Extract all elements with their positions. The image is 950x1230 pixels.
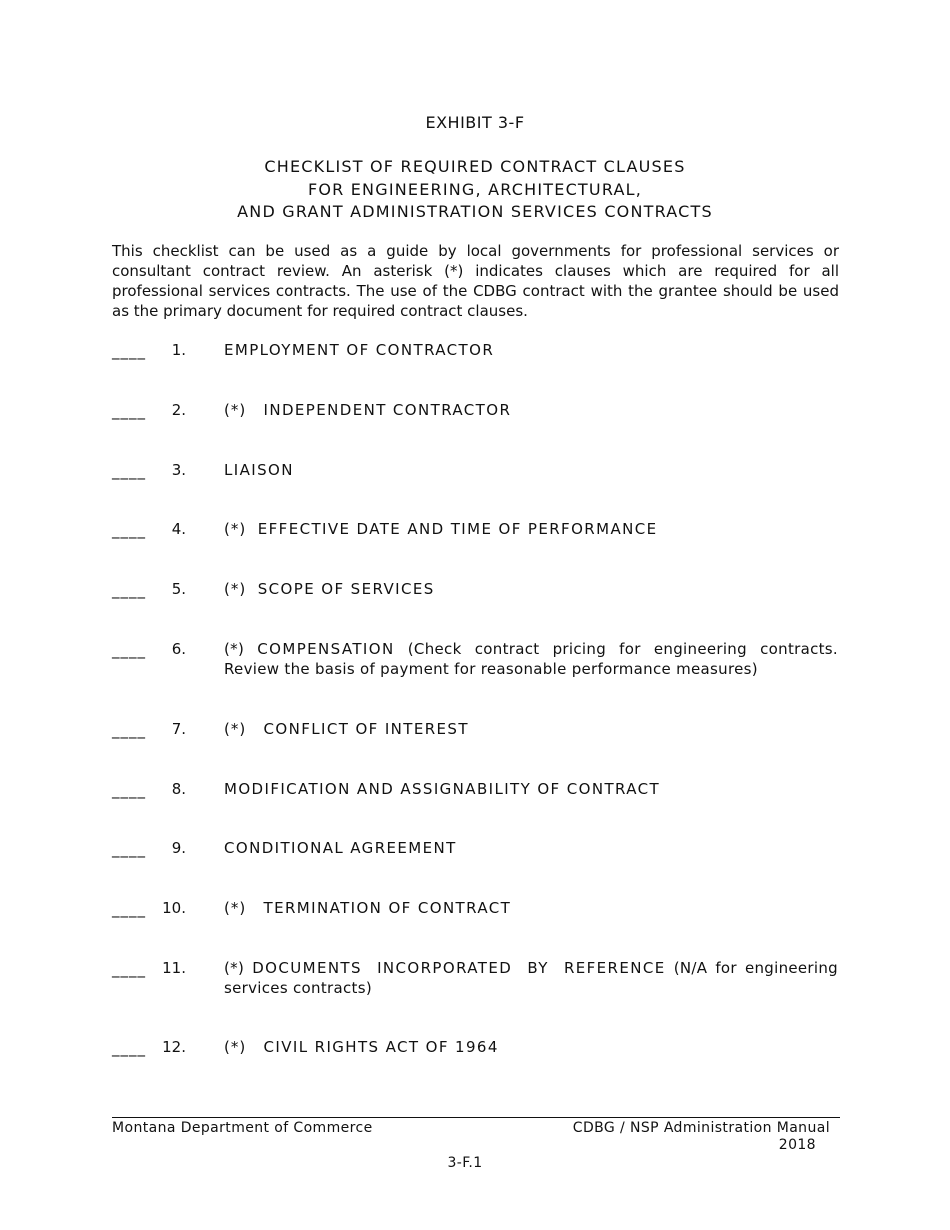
checkbox-blank[interactable]: ____: [112, 900, 146, 918]
exhibit-label: EXHIBIT 3-F: [425, 113, 525, 132]
title-line-1: CHECKLIST OF REQUIRED CONTRACT CLAUSES: [264, 157, 686, 176]
required-asterisk: (*): [224, 899, 247, 917]
item-label: DOCUMENTS INCORPORATED BY REFERENCE: [252, 959, 666, 977]
footer-divider: [112, 1117, 840, 1118]
item-label: COMPENSATION: [257, 640, 395, 658]
item-note: (N/A for engineering services contracts): [224, 959, 838, 997]
item-label: EFFECTIVE DATE AND TIME OF PERFORMANCE: [257, 520, 658, 538]
item-label: EMPLOYMENT OF CONTRACTOR: [224, 341, 495, 359]
checkbox-blank[interactable]: ____: [112, 581, 146, 599]
item-label: CONDITIONAL AGREEMENT: [224, 839, 457, 857]
item-number: 4.: [171, 520, 186, 538]
item-number: 2.: [171, 401, 186, 419]
item-number: 9.: [171, 839, 186, 857]
checkbox-blank[interactable]: ____: [112, 402, 146, 420]
checkbox-blank[interactable]: ____: [112, 462, 146, 480]
item-text: [224, 1037, 838, 1057]
item-text: [224, 579, 838, 599]
item-text: [224, 340, 838, 360]
checkbox-blank[interactable]: ____: [112, 521, 146, 539]
item-number: 7.: [171, 720, 186, 738]
item-number: 1.: [171, 341, 186, 359]
item-label: LIAISON: [224, 461, 294, 479]
title-line-2: FOR ENGINEERING, ARCHITECTURAL,: [307, 179, 643, 199]
item-label: INDEPENDENT CONTRACTOR: [263, 401, 512, 419]
item-text: [224, 719, 838, 739]
item-text: [224, 400, 838, 420]
item-label: SCOPE OF SERVICES: [257, 580, 435, 598]
checkbox-blank[interactable]: ____: [112, 721, 146, 739]
footer-manual-name: CDBG / NSP Administration Manual: [572, 1120, 830, 1136]
item-number: 12.: [162, 1038, 186, 1056]
checkbox-blank[interactable]: ____: [112, 342, 146, 360]
item-number: 8.: [171, 780, 186, 798]
page-number: 3-F.1: [447, 1155, 483, 1171]
item-text: [224, 779, 838, 799]
footer-year: 2018: [778, 1137, 816, 1153]
required-asterisk: (*): [224, 520, 247, 538]
required-asterisk: (*): [224, 1038, 247, 1056]
item-text: [224, 519, 838, 539]
item-label: TERMINATION OF CONTRACT: [263, 899, 512, 917]
item-text: [224, 898, 838, 918]
checkbox-blank[interactable]: ____: [112, 781, 146, 799]
item-number: 10.: [162, 899, 186, 917]
item-label: MODIFICATION AND ASSIGNABILITY OF CONTRACT: [224, 780, 661, 798]
checkbox-blank[interactable]: ____: [112, 1039, 146, 1057]
item-text: [224, 958, 838, 998]
item-note: (Check contract pricing for engineering contracts. Review the basis of payment for reasonable performance measures): [224, 640, 838, 678]
item-number: 11.: [162, 959, 186, 977]
checkbox-blank[interactable]: ____: [112, 840, 146, 858]
item-number: 6.: [171, 640, 186, 658]
footer-manual-title: [560, 1120, 830, 1154]
checkbox-blank[interactable]: ____: [112, 641, 146, 659]
required-asterisk: (*): [224, 959, 245, 977]
footer-organization: Montana Department of Commerce: [112, 1120, 373, 1136]
required-asterisk: (*): [224, 720, 247, 738]
item-text: [224, 460, 838, 480]
document-title: [0, 156, 950, 224]
item-text: [224, 838, 838, 858]
item-number: 5.: [171, 580, 186, 598]
item-number: 3.: [171, 461, 186, 479]
required-asterisk: (*): [224, 401, 247, 419]
checkbox-blank[interactable]: ____: [112, 960, 146, 978]
intro-paragraph: This checklist can be used as a guide by local governments for professional services or consultant contract review. An asterisk (*) indicates clauses which are required for all professional services contracts. The use of the CDBG contract with the grantee should be used as the primary document for required contract clauses.: [112, 242, 839, 320]
item-text: [224, 639, 838, 679]
title-line-3: AND GRANT ADMINISTRATION SERVICES CONTRACTS: [237, 202, 713, 221]
item-label: CONFLICT OF INTEREST: [263, 720, 469, 738]
required-asterisk: (*): [224, 580, 247, 598]
item-label: CIVIL RIGHTS ACT OF 1964: [263, 1038, 499, 1056]
required-asterisk: (*): [224, 640, 245, 658]
